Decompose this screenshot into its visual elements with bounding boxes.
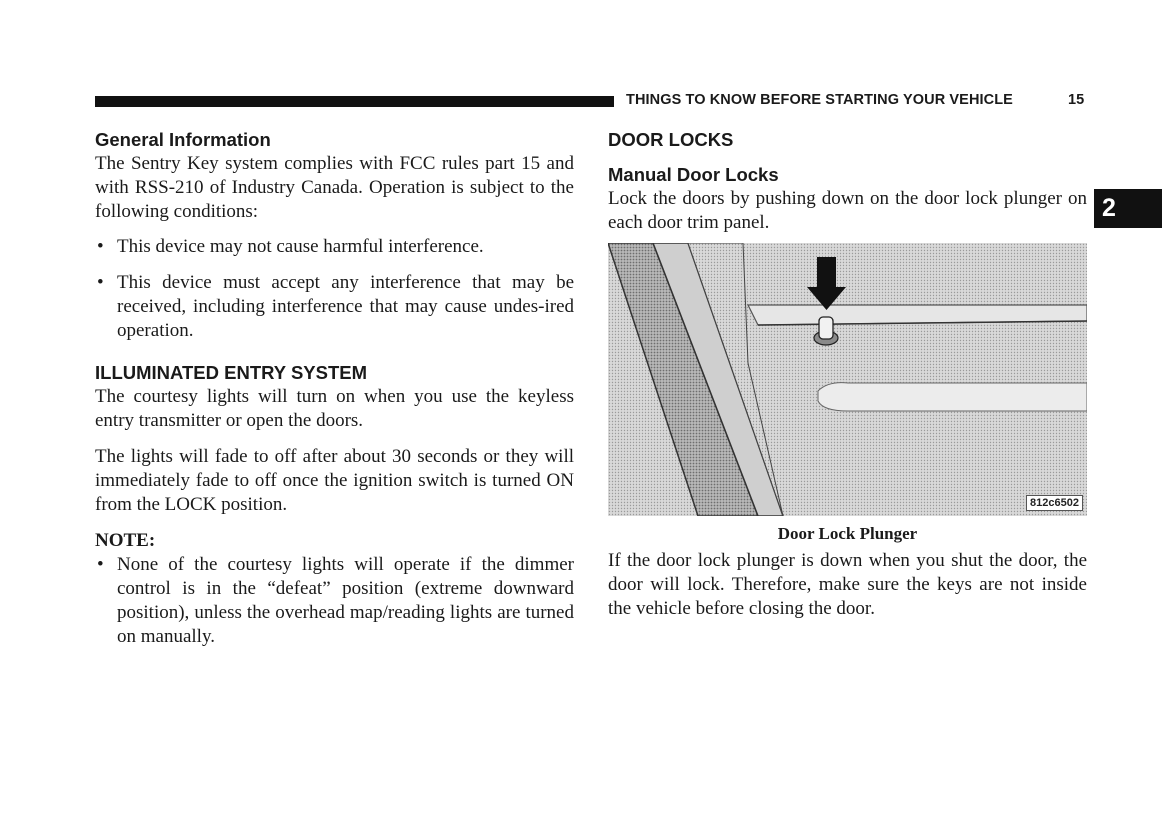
illuminated-entry-para-1: The courtesy lights will turn on when you use the keyless entry transmitter or open the doors. (95, 386, 574, 431)
left-column (95, 128, 574, 649)
list-item-text: This device must accept any interference that may be received, including interference that may cause undes-ired operation. (117, 272, 574, 341)
illuminated-entry-heading: ILLUMINATED ENTRY SYSTEM (95, 362, 368, 383)
general-information-body: The Sentry Key system complies with FCC rules part 15 and with RSS-210 of Industry Canada. Operation is subject to the following conditions: (95, 153, 574, 222)
list-item (95, 235, 574, 259)
list-item (95, 553, 574, 649)
door-locks-heading: DOOR LOCKS (608, 129, 734, 150)
list-item-text: This device may not cause harmful interference. (117, 236, 484, 257)
right-column (608, 128, 1087, 621)
chapter-tab[interactable]: 2 (1094, 189, 1162, 228)
manual-door-locks-body: Lock the doors by pushing down on the door lock plunger on each door trim panel. (608, 188, 1087, 233)
header-rule-bar (95, 96, 614, 107)
list-item (95, 271, 574, 343)
figure-caption: Door Lock Plunger (777, 524, 918, 543)
page-number: 15 (1068, 92, 1085, 108)
list-item-text: None of the courtesy lights will operate if the dimmer control is in the “defeat” position (extreme downward position), unless the overhead map/reading lights are turned on manually. (117, 554, 574, 647)
bullet-icon: • (97, 236, 104, 257)
door-lock-plunger-figure (608, 243, 1087, 516)
door-illustration (608, 243, 1087, 516)
figure-code-label: 812c6502 (1026, 495, 1083, 511)
bullet-icon: • (97, 554, 104, 575)
illuminated-entry-para-2: The lights will fade to off after about 30 seconds or they will immediately fade to off once the ignition switch is turned ON from the LOCK position. (95, 446, 574, 515)
general-information-heading: General Information (95, 129, 271, 150)
note-label: NOTE: (95, 530, 156, 551)
after-figure-body: If the door lock plunger is down when you shut the door, the door will lock. Therefore, make sure the keys are not inside the vehicle before closing the door. (608, 550, 1087, 619)
manual-door-locks-heading: Manual Door Locks (608, 164, 779, 185)
section-running-title: THINGS TO KNOW BEFORE STARTING YOUR VEHICLE (626, 92, 1013, 108)
bullet-icon: • (97, 272, 104, 293)
